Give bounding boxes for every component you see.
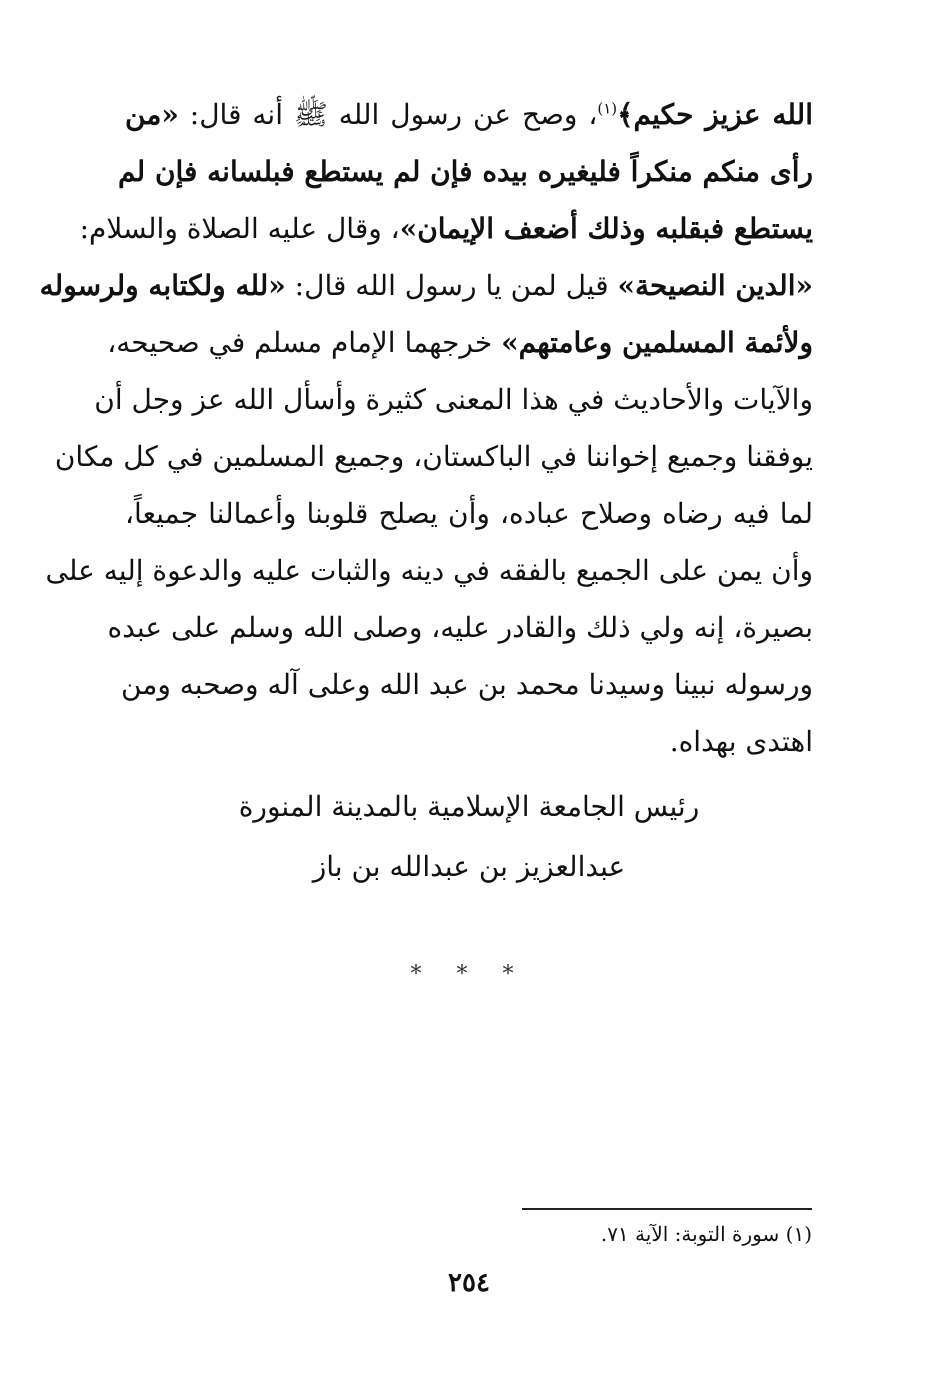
nasiha-quote: «الدين النصيحة» (617, 269, 813, 302)
hadith-source: خرجهما الإمام مسلم في صحيحه، (107, 326, 502, 359)
nasiha-question: قيل لمن يا رسول الله قال: (285, 269, 618, 302)
text-line-2: رأى منكم منكراً فليغيره بيده فإن لم يستطع فبلسانه فإن لم (118, 155, 813, 188)
signature-title: رئيس الجامعة الإسلامية بالمدينة المنورة (238, 790, 700, 823)
text-line-6: والآيات والأحاديث في هذا المعنى كثيرة وأسأل الله عز وجل أن (94, 383, 813, 416)
hadith-end: يستطع فبقلبه وذلك أضعف الإيمان» (399, 212, 813, 245)
text-line-8: لما فيه رضاه وصلاح عباده، وأن يصلح قلوبنا وأعمالنا جميعاً، (125, 497, 813, 530)
body-text (39, 86, 813, 770)
section-separator: * * * (410, 962, 528, 987)
text-line-7: يوفقنا وجميع إخواننا في الباكستان، وجميع المسلمين في كل مكان (54, 440, 813, 473)
page-number: ٢٥٤ (448, 1268, 490, 1298)
nasiha-answer-end: ولأئمة المسلمين وعامتهم» (501, 326, 813, 359)
quran-quote-end: الله عزيز حكيم﴾ (617, 98, 813, 131)
second-hadith-intro: ، وقال عليه الصلاة والسلام: (79, 212, 400, 245)
text-line-3 (79, 200, 813, 257)
text-line-1 (125, 86, 813, 143)
footnote: (١) سورة التوبة: الآية ٧١. (600, 1222, 812, 1246)
narration-intro: ، وصح عن رسول الله ﷺ أنه قال: (178, 98, 598, 131)
nasiha-answer: «لله ولكتابه ولرسوله (39, 269, 286, 302)
text-line-11: ورسوله نبينا وسيدنا محمد بن عبد الله وعلى آله وصحبه ومن (121, 668, 813, 701)
footnote-divider (522, 1208, 812, 1210)
text-line-5 (107, 314, 813, 371)
text-line-4 (39, 257, 813, 314)
signature-name: عبدالعزيز بن عبدالله بن باز (312, 850, 626, 883)
hadith-start: «من (125, 98, 179, 131)
text-line-12: اهتدى بهداه. (669, 725, 813, 758)
text-line-9: وأن يمن على الجميع بالفقه في دينه والثبات عليه والدعوة إليه على (45, 554, 813, 587)
text-line-10: بصيرة، إنه ولي ذلك والقادر عليه، وصلى الله وسلم على عبده (107, 611, 813, 644)
footnote-ref: (١) (597, 99, 618, 118)
